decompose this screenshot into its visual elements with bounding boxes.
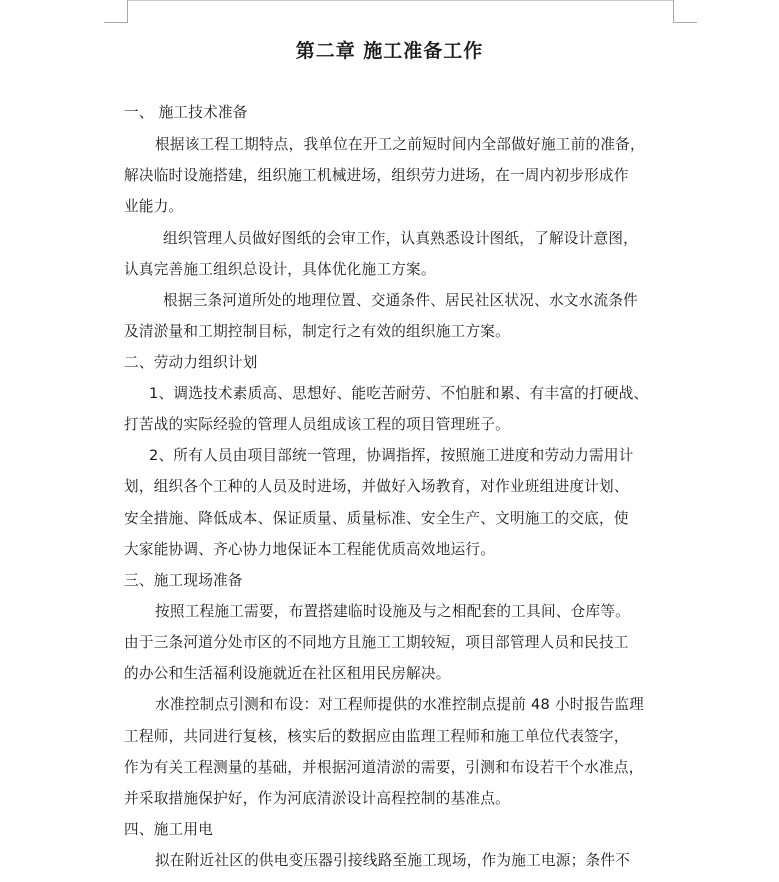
paragraph-line: 划，组织各个工种的人员及时进场，并做好入场教育，对作业班组进度计划、: [124, 478, 629, 495]
paragraph-line: 由于三条河道分处市区的不同地方且施工工期较短，项目部管理人员和民技工: [124, 634, 629, 651]
paragraph-line: 按照工程施工需要，布置搭建临时设施及与之相配套的工具间、仓库等。: [155, 603, 631, 620]
paragraph-line: 根据该工程工期特点，我单位在开工之前短时间内全部做好施工前的准备，: [155, 136, 645, 153]
paragraph-line: 2、所有人员由项目部统一管理，协调指挥，按照施工进度和劳动力需用计: [149, 447, 634, 464]
paragraph-line: 1、调选技术素质高、思想好、能吃苦耐劳、不怕脏和累、有丰富的打硬战、: [149, 385, 649, 402]
crop-mark-top-left: [127, 0, 128, 22]
crop-mark-top-left: [104, 22, 128, 23]
paragraph-line: 认真完善施工组织总设计，具体优化施工方案。: [124, 261, 436, 278]
page-top-edge: [128, 0, 673, 1]
paragraph-line: 组织管理人员做好图纸的会审工作，认真熟悉设计图纸，了解设计意图，: [163, 230, 639, 247]
paragraph-line: 水准控制点引测和布设：对工程师提供的水准控制点提前 48 小时报告监理: [155, 696, 645, 713]
paragraph-line: 大家能协调、齐心协力地保证本工程能优质高效地运行。: [124, 541, 496, 558]
paragraph-line: 根据三条河道所处的地理位置、交通条件、居民社区状况、水文水流条件: [163, 292, 639, 309]
section-heading-1: 一、 施工技术准备: [124, 104, 248, 121]
paragraph-line: 安全措施、降低成本、保证质量、质量标准、安全生产、文明施工的交底，使: [124, 510, 629, 527]
paragraph-line: 业能力。: [124, 198, 184, 215]
paragraph-line: 的办公和生活福利设施就近在社区租用民房解决。: [124, 665, 451, 682]
paragraph-line: 打苦战的实际经验的管理人员组成该工程的项目管理班子。: [124, 416, 510, 433]
paragraph-line: 并采取措施保护好，作为河底清淤设计高程控制的基准点。: [124, 790, 510, 807]
chapter-title: 第二章 施工准备工作: [295, 40, 484, 62]
paragraph-line: 作为有关工程测量的基础，并根据河道清淤的需要，引测和布设若干个水准点，: [124, 759, 644, 776]
crop-mark-top-right: [673, 22, 697, 23]
paragraph-line: 拟在附近社区的供电变压器引接线路至施工现场，作为施工电源；条件不: [155, 852, 631, 869]
section-heading-2: 二、劳动力组织计划: [124, 354, 258, 371]
section-heading-3: 三、施工现场准备: [124, 572, 243, 589]
paragraph-line: 工程师，共同进行复核，核实后的数据应由监理工程师和施工单位代表签字，: [124, 728, 629, 745]
crop-mark-top-right: [673, 0, 674, 22]
paragraph-line: 解决临时设施搭建，组织施工机械进场，组织劳力进场，在一周内初步形成作: [124, 167, 629, 184]
section-heading-4: 四、施工用电: [124, 821, 214, 838]
paragraph-line: 及清淤量和工期控制目标，制定行之有效的组织施工方案。: [124, 323, 510, 340]
